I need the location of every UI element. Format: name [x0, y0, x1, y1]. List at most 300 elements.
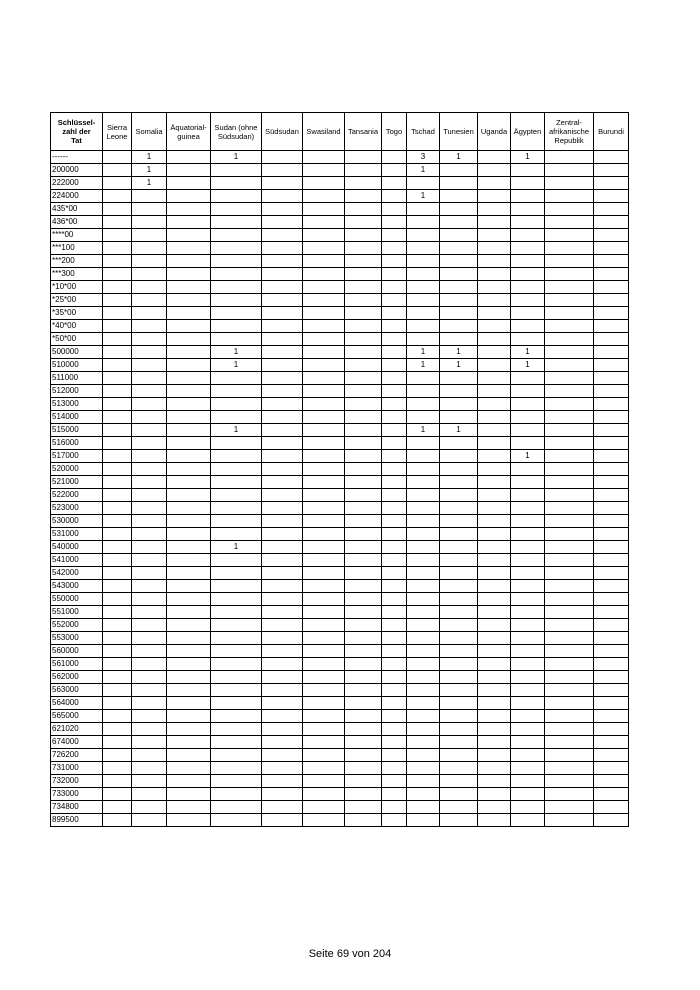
table-header-row: [51, 113, 629, 151]
count-cell: [303, 216, 345, 229]
crime-key-cell: 514000: [51, 411, 103, 424]
count-cell: [211, 489, 262, 502]
count-cell: [440, 476, 478, 489]
count-cell: [103, 580, 132, 593]
count-cell: 1: [211, 359, 262, 372]
count-cell: [382, 619, 407, 632]
header-country-column: Äquatorial- guinea: [167, 113, 211, 151]
count-cell: [167, 814, 211, 827]
count-cell: [345, 242, 382, 255]
crime-key-cell: *35*00: [51, 307, 103, 320]
count-cell: [511, 658, 545, 671]
count-cell: [167, 567, 211, 580]
count-cell: [440, 294, 478, 307]
count-cell: [407, 463, 440, 476]
count-cell: [132, 749, 167, 762]
count-cell: [382, 658, 407, 671]
count-cell: [594, 788, 629, 801]
count-cell: [382, 424, 407, 437]
count-cell: [103, 788, 132, 801]
count-cell: [478, 242, 511, 255]
count-cell: [345, 216, 382, 229]
count-cell: [594, 502, 629, 515]
count-cell: [345, 359, 382, 372]
count-cell: [594, 489, 629, 502]
table-row: [51, 281, 629, 294]
count-cell: [167, 372, 211, 385]
table-row: [51, 190, 629, 203]
count-cell: [511, 762, 545, 775]
count-cell: [103, 619, 132, 632]
header-country-column: Sierra Leone: [103, 113, 132, 151]
count-cell: [478, 723, 511, 736]
count-cell: [303, 489, 345, 502]
table-row: [51, 333, 629, 346]
count-cell: [345, 515, 382, 528]
count-cell: [103, 554, 132, 567]
count-cell: [132, 424, 167, 437]
count-cell: [262, 788, 303, 801]
table-row: [51, 788, 629, 801]
count-cell: [440, 242, 478, 255]
count-cell: [407, 268, 440, 281]
count-cell: [382, 177, 407, 190]
crime-key-cell: 550000: [51, 593, 103, 606]
count-cell: [511, 411, 545, 424]
count-cell: [132, 463, 167, 476]
count-cell: [103, 502, 132, 515]
count-cell: [511, 580, 545, 593]
count-cell: [103, 229, 132, 242]
crime-key-cell: 200000: [51, 164, 103, 177]
count-cell: 1: [211, 541, 262, 554]
count-cell: [262, 710, 303, 723]
count-cell: [440, 736, 478, 749]
count-cell: [167, 255, 211, 268]
count-cell: [594, 398, 629, 411]
crime-key-cell: 561000: [51, 658, 103, 671]
count-cell: [211, 801, 262, 814]
count-cell: [478, 346, 511, 359]
count-cell: [103, 658, 132, 671]
count-cell: [407, 671, 440, 684]
count-cell: [211, 554, 262, 567]
count-cell: [407, 398, 440, 411]
crime-key-cell: 560000: [51, 645, 103, 658]
crime-key-cell: 899500: [51, 814, 103, 827]
count-cell: [382, 580, 407, 593]
crime-key-cell: 512000: [51, 385, 103, 398]
count-cell: [262, 372, 303, 385]
count-cell: [545, 242, 594, 255]
count-cell: [132, 203, 167, 216]
count-cell: [345, 541, 382, 554]
table-row: [51, 658, 629, 671]
count-cell: [382, 528, 407, 541]
count-cell: [303, 502, 345, 515]
count-cell: [262, 268, 303, 281]
count-cell: [440, 307, 478, 320]
count-cell: [345, 411, 382, 424]
count-cell: [303, 801, 345, 814]
count-cell: [103, 242, 132, 255]
count-cell: [262, 528, 303, 541]
count-cell: [545, 723, 594, 736]
count-cell: [382, 151, 407, 164]
count-cell: [545, 515, 594, 528]
count-cell: [545, 203, 594, 216]
count-cell: [545, 450, 594, 463]
count-cell: [382, 190, 407, 203]
count-cell: [303, 749, 345, 762]
count-cell: [132, 307, 167, 320]
count-cell: [478, 359, 511, 372]
count-cell: [382, 515, 407, 528]
count-cell: [303, 775, 345, 788]
count-cell: [303, 762, 345, 775]
count-cell: [262, 619, 303, 632]
count-cell: [262, 502, 303, 515]
count-cell: [407, 476, 440, 489]
count-cell: [103, 710, 132, 723]
count-cell: [545, 684, 594, 697]
count-cell: [132, 216, 167, 229]
count-cell: [545, 736, 594, 749]
count-cell: [132, 671, 167, 684]
count-cell: [478, 476, 511, 489]
count-cell: [132, 242, 167, 255]
count-cell: [594, 190, 629, 203]
count-cell: [345, 229, 382, 242]
count-cell: [345, 294, 382, 307]
count-cell: [545, 632, 594, 645]
count-cell: [478, 320, 511, 333]
count-cell: [545, 801, 594, 814]
count-cell: [511, 710, 545, 723]
count-cell: [511, 632, 545, 645]
count-cell: [167, 437, 211, 450]
count-cell: [440, 515, 478, 528]
count-cell: [545, 593, 594, 606]
count-cell: [262, 177, 303, 190]
statistics-table: [50, 112, 629, 827]
count-cell: [211, 567, 262, 580]
table-row: [51, 216, 629, 229]
count-cell: [167, 424, 211, 437]
count-cell: [407, 697, 440, 710]
count-cell: [132, 723, 167, 736]
count-cell: [167, 801, 211, 814]
header-country-column: Tansania: [345, 113, 382, 151]
count-cell: [382, 437, 407, 450]
count-cell: [511, 684, 545, 697]
count-cell: [103, 697, 132, 710]
count-cell: [345, 437, 382, 450]
count-cell: [594, 255, 629, 268]
count-cell: [545, 398, 594, 411]
count-cell: [594, 710, 629, 723]
count-cell: [440, 320, 478, 333]
count-cell: [262, 307, 303, 320]
count-cell: [440, 411, 478, 424]
count-cell: [211, 775, 262, 788]
count-cell: [303, 268, 345, 281]
count-cell: [303, 710, 345, 723]
count-cell: [545, 658, 594, 671]
count-cell: [440, 398, 478, 411]
count-cell: [511, 515, 545, 528]
count-cell: [167, 294, 211, 307]
count-cell: [262, 541, 303, 554]
count-cell: [303, 684, 345, 697]
count-cell: [511, 476, 545, 489]
count-cell: [478, 372, 511, 385]
header-country-column: Tunesien: [440, 113, 478, 151]
count-cell: [167, 307, 211, 320]
count-cell: [407, 541, 440, 554]
count-cell: [511, 489, 545, 502]
count-cell: [103, 346, 132, 359]
count-cell: [478, 736, 511, 749]
count-cell: [262, 216, 303, 229]
count-cell: [407, 762, 440, 775]
count-cell: [382, 359, 407, 372]
table-row: [51, 736, 629, 749]
count-cell: [103, 684, 132, 697]
count-cell: [262, 255, 303, 268]
count-cell: [478, 333, 511, 346]
table-row: [51, 151, 629, 164]
count-cell: [511, 697, 545, 710]
count-cell: [407, 307, 440, 320]
count-cell: [382, 164, 407, 177]
count-cell: [345, 723, 382, 736]
count-cell: [407, 814, 440, 827]
count-cell: [382, 684, 407, 697]
count-cell: [511, 567, 545, 580]
count-cell: [262, 320, 303, 333]
count-cell: [303, 554, 345, 567]
count-cell: [103, 489, 132, 502]
count-cell: [545, 151, 594, 164]
count-cell: [407, 619, 440, 632]
count-cell: [132, 359, 167, 372]
header-country-column: Somalia: [132, 113, 167, 151]
table-row: [51, 814, 629, 827]
count-cell: [440, 333, 478, 346]
count-cell: [382, 723, 407, 736]
count-cell: [440, 450, 478, 463]
count-cell: [211, 762, 262, 775]
count-cell: [407, 632, 440, 645]
count-cell: [478, 255, 511, 268]
count-cell: [545, 554, 594, 567]
count-cell: [167, 749, 211, 762]
count-cell: [262, 658, 303, 671]
count-cell: [407, 749, 440, 762]
count-cell: [407, 177, 440, 190]
count-cell: [440, 203, 478, 216]
count-cell: [594, 242, 629, 255]
crime-key-cell: 542000: [51, 567, 103, 580]
count-cell: [167, 684, 211, 697]
count-cell: [303, 528, 345, 541]
count-cell: [167, 515, 211, 528]
count-cell: [440, 775, 478, 788]
count-cell: [262, 606, 303, 619]
count-cell: [303, 320, 345, 333]
count-cell: [103, 593, 132, 606]
count-cell: [103, 268, 132, 281]
table-row: [51, 710, 629, 723]
count-cell: [303, 398, 345, 411]
count-cell: [211, 632, 262, 645]
count-cell: [511, 203, 545, 216]
count-cell: [167, 697, 211, 710]
count-cell: [382, 242, 407, 255]
table-row: [51, 268, 629, 281]
count-cell: [132, 437, 167, 450]
count-cell: [303, 411, 345, 424]
count-cell: [594, 164, 629, 177]
count-cell: 1: [211, 346, 262, 359]
count-cell: [211, 697, 262, 710]
count-cell: [262, 723, 303, 736]
crime-key-cell: 531000: [51, 528, 103, 541]
count-cell: [511, 333, 545, 346]
count-cell: [345, 671, 382, 684]
count-cell: [103, 632, 132, 645]
count-cell: [103, 437, 132, 450]
count-cell: [211, 736, 262, 749]
count-cell: [345, 190, 382, 203]
count-cell: [478, 307, 511, 320]
count-cell: [167, 632, 211, 645]
count-cell: [545, 762, 594, 775]
count-cell: [303, 450, 345, 463]
count-cell: [211, 450, 262, 463]
count-cell: [167, 268, 211, 281]
table-row: [51, 372, 629, 385]
count-cell: [167, 489, 211, 502]
count-cell: [478, 710, 511, 723]
count-cell: [167, 320, 211, 333]
count-cell: [382, 294, 407, 307]
count-cell: [167, 151, 211, 164]
count-cell: [211, 476, 262, 489]
count-cell: [345, 697, 382, 710]
count-cell: [511, 593, 545, 606]
count-cell: [167, 541, 211, 554]
count-cell: [345, 476, 382, 489]
count-cell: [345, 710, 382, 723]
count-cell: [132, 502, 167, 515]
count-cell: 1: [511, 450, 545, 463]
count-cell: [407, 515, 440, 528]
count-cell: [132, 398, 167, 411]
count-cell: [211, 463, 262, 476]
count-cell: [545, 788, 594, 801]
count-cell: [545, 372, 594, 385]
count-cell: [545, 606, 594, 619]
count-cell: [345, 463, 382, 476]
count-cell: [440, 645, 478, 658]
count-cell: [545, 268, 594, 281]
header-country-column: Südsudan: [262, 113, 303, 151]
count-cell: [345, 385, 382, 398]
count-cell: [478, 801, 511, 814]
count-cell: [545, 359, 594, 372]
crime-key-cell: ****00: [51, 229, 103, 242]
count-cell: [103, 424, 132, 437]
count-cell: [382, 281, 407, 294]
count-cell: [594, 619, 629, 632]
count-cell: [167, 242, 211, 255]
count-cell: [382, 502, 407, 515]
count-cell: [345, 281, 382, 294]
count-cell: [594, 723, 629, 736]
count-cell: [132, 346, 167, 359]
count-cell: [303, 697, 345, 710]
count-cell: [262, 736, 303, 749]
count-cell: [545, 775, 594, 788]
count-cell: [440, 710, 478, 723]
count-cell: [211, 502, 262, 515]
crime-key-cell: 435*00: [51, 203, 103, 216]
count-cell: [262, 151, 303, 164]
count-cell: 1: [132, 151, 167, 164]
count-cell: [382, 268, 407, 281]
count-cell: [345, 814, 382, 827]
count-cell: [262, 281, 303, 294]
count-cell: [440, 177, 478, 190]
count-cell: [382, 788, 407, 801]
count-cell: [345, 567, 382, 580]
count-cell: [511, 619, 545, 632]
count-cell: [511, 177, 545, 190]
count-cell: [211, 710, 262, 723]
count-cell: [303, 736, 345, 749]
count-cell: [303, 671, 345, 684]
count-cell: [132, 697, 167, 710]
count-cell: [103, 411, 132, 424]
count-cell: [545, 502, 594, 515]
count-cell: [407, 333, 440, 346]
count-cell: [345, 606, 382, 619]
count-cell: [345, 580, 382, 593]
count-cell: [407, 411, 440, 424]
count-cell: [345, 177, 382, 190]
crime-key-cell: ***200: [51, 255, 103, 268]
count-cell: [303, 580, 345, 593]
count-cell: [545, 281, 594, 294]
count-cell: [511, 242, 545, 255]
count-cell: [262, 554, 303, 567]
count-cell: [345, 151, 382, 164]
count-cell: [440, 788, 478, 801]
page-footer: Seite 69 von 204: [308, 948, 392, 960]
count-cell: [382, 385, 407, 398]
table-row: [51, 580, 629, 593]
count-cell: [407, 580, 440, 593]
count-cell: [132, 450, 167, 463]
header-country-column: Togo: [382, 113, 407, 151]
count-cell: [511, 229, 545, 242]
count-cell: [440, 255, 478, 268]
count-cell: [545, 619, 594, 632]
count-cell: [103, 801, 132, 814]
count-cell: [407, 229, 440, 242]
